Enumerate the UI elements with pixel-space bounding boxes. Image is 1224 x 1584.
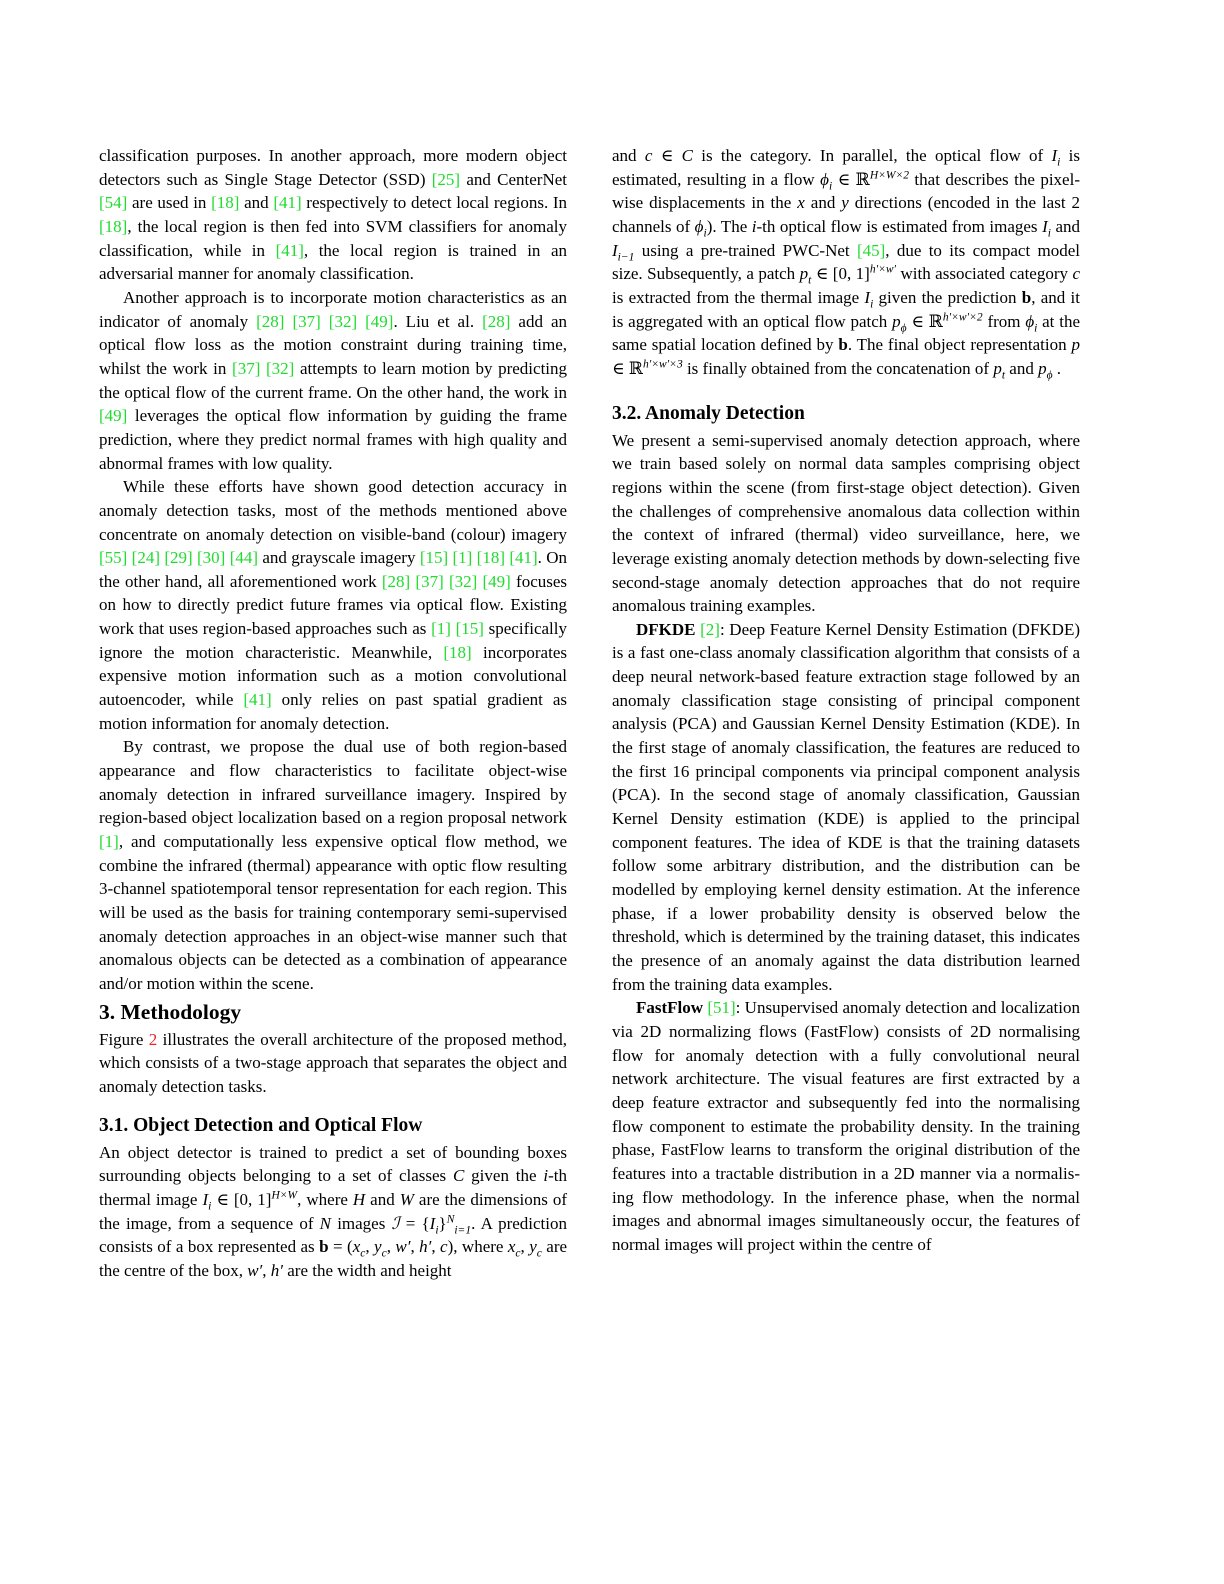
citation-link[interactable]: [1] (452, 548, 473, 568)
paragraph-local-regions: classification purposes. In another approach, more modern object detectors such as Single Stage Detector (SSD) [25] and CenterNet [54] are used in [18] and [41] respectively to detect local regions. In [18], the local region is then fed into SVM classifiers for anomaly classification, while in [41], the local region is trained in an adversarial manner for anomaly classification. (99, 146, 568, 284)
citation-link[interactable]: [28] (256, 311, 285, 331)
citation-link[interactable]: [28] (482, 311, 511, 331)
citation-link[interactable]: [44] (229, 548, 259, 568)
paragraph-optical-flow: and c ∈ C is the category. In parallel, the optical flow of $I_i$ is estimated, resulting in a flow $\phi_i$ ∈ ℝ$^{H\times W\times 2}$ that describes the pixel-wise displacements in the x and y directions (encoded in the last 2 channels of $\phi_i$). The i-th optical flow is estimated from images $I_i$ and $I_{i-1}$ using a pre-trained PWC-Net [45], due to its compact model size. Subsequently, a patch $p_t$ ∈ [0, 1]$^{h'\times w'}$ with associated category c is extracted from the thermal image $I_i$ given the prediction b, and it is aggregated with an optical flow patch $p_\phi$ ∈ ℝ$^{h'\times w'\times 2}$ from $\phi_i$ at the same spatial location defined by b. The final object representation p ∈ ℝ$^{h'\times w'\times 3}$ is finally obtained from the concatenation of $p_t$ and $p_\phi$ . (612, 146, 1081, 382)
citation-link[interactable]: [41] (273, 193, 302, 213)
citation-link[interactable]: [54] (99, 193, 128, 213)
citation-link[interactable]: [41] (509, 548, 538, 568)
paragraph-fastflow: FastFlow [51]: Unsupervised anomaly detection and localization via 2D normalizing flows (FastFlow) consists of 2D normalising flow for anomaly detection with a fully convolutional neural network architecture. The visual features are first extracted by a deep feature extractor and subsequently fed into the normalising flow component to estimate the probability density. In the training phase, FastFlow learns to transform the original distribution of the features into a tractable distribution in a 2D manner via a normalising flow methodology. In the inference phase, when the normal images and abnormal images simultaneously occur, the features of normal images will project within the centre of (612, 998, 1080, 1254)
section-title-methodology: 3. Methodology (99, 999, 242, 1024)
citation-link[interactable]: [32] (328, 311, 358, 331)
citation-link[interactable]: [37] (415, 571, 444, 591)
citation-link[interactable]: [15] (419, 548, 449, 568)
paragraph-architecture-overview: Figure 2 illustrates the overall architecture of the proposed method, which consists of a two-stage approach that separates the object and anomaly detection tasks. (99, 1029, 568, 1096)
citation-link[interactable]: [1] (431, 619, 451, 639)
citation-link[interactable]: [30] (197, 548, 226, 568)
citation-link[interactable]: [2] (700, 619, 720, 639)
paragraph-object-detector: An object detector is trained to predict a set of bounding boxes surrounding objects belonging to a set of classes C given the i-th thermal image $I_i$ ∈ [0, 1]$^{H\times W}$, where H and W are the dimensions of the image, from a sequence of N images ℐ = $\{I_i\}^N_{i=1}$. A prediction consists of a box represented as $b = (x_c$, $y_c$, w′, h′, c), where $x_c$, $y_c$ are the centre of the box, w′, h′ are the width and height (99, 1142, 568, 1280)
citation-link[interactable]: [24] (131, 548, 160, 568)
citation-link[interactable]: [37] (232, 358, 261, 378)
citation-link[interactable]: [51] (707, 998, 736, 1018)
subsection-title-object-detection: 3.1. Object Detection and Optical Flow (99, 1114, 423, 1136)
paragraph-visible-band: While these efforts have shown good detection accuracy in anomaly detection tasks, most of the methods mentioned above concentrate on anomaly detection on visible-band (colour) imagery [55] [24] [29] [30] [44] and grayscale imagery [15] [1] [18] [41]. On the other hand, all aforementioned work [28] [37] [32] [49] focuses on how to directly predict future frames via optical flow. Existing work that uses region-based approaches such as [1] [15] specifically ignore the motion characteristic. Meanwhile, [18] incorporates expensive motion information such as a motion convolutional autoencoder, while [41] only relies on past spatial gradient as motion information for anomaly detection. (99, 477, 568, 733)
left-column (99, 144, 567, 1283)
citation-link[interactable]: [55] (99, 548, 128, 568)
citation-link[interactable]: [18] (99, 216, 128, 236)
citation-link[interactable]: [18] (443, 642, 472, 662)
citation-link[interactable]: [28] (381, 571, 411, 591)
subsection-title-anomaly-detection: 3.2. Anomaly Detection (612, 402, 805, 424)
citation-link[interactable]: [25] (431, 169, 461, 189)
paragraph-motion-characteristics: Another approach is to incorporate motion characteristics as an indicator of anomaly [28] [37] [32] [49]. Liu et al. [28] add an optical flow loss as the motion constraint during training time, whilst the work in [37] [32] attempts to learn motion by predicting the optical flow of the current frame. On the other hand, the work in [49] leverages the optical flow information by guiding the frame prediction, where they predict normal frames with high quality and abnormal frames with low quality. (99, 287, 568, 473)
citation-link[interactable]: [41] (275, 240, 304, 260)
citation-link[interactable]: [32] (266, 358, 295, 378)
citation-link[interactable]: [49] (365, 311, 394, 331)
citation-link[interactable]: [15] (455, 619, 484, 639)
citation-link[interactable]: [49] (482, 571, 511, 591)
right-column (612, 144, 1080, 1257)
figure-reference-link[interactable]: 2 (148, 1029, 158, 1049)
citation-link[interactable]: [32] (448, 571, 478, 591)
citation-link[interactable]: [37] (292, 311, 321, 331)
citation-link[interactable]: [41] (243, 690, 272, 710)
paragraph-proposed-approach: By contrast, we propose the dual use of both region-based appearance and flow characteristics to facilitate object-wise anomaly detection in infrared surveillance imagery. Inspired by region-based object localization based on a region proposal network [1], and computationally less expensive optical flow method, we combine the infrared (thermal) appearance with optic flow resulting 3-channel spatiotemporal tensor representation for each region. This will be used as the basis for training contemporary semi-supervised anomaly detection approaches in an object-wise manner such that anomalous objects can be detected as a combination of appearance and/or motion within the scene. (99, 737, 567, 993)
citation-link[interactable]: [18] (211, 193, 240, 213)
paragraph-semi-supervised: We present a semi-supervised anomaly detection approach, where we train based solely on normal data samples comprising object regions within the scene (from first-stage object detection). Given the challenges of comprehensive anomalous data collection within the context of infrared (thermal) video surveillance, here, we leverage existing anomaly detection methods by down-selecting five second-stage anomaly detection approaches that do not require anomalous training examples. (612, 430, 1080, 616)
citation-link[interactable]: [49] (99, 406, 128, 426)
citation-link[interactable]: [18] (476, 548, 505, 568)
citation-link[interactable]: [29] (164, 548, 193, 568)
citation-link[interactable]: [1] (99, 832, 119, 852)
paragraph-dfkde: DFKDE [2]: Deep Feature Kernel Density Estimation (DFKDE) is a fast one-class anomaly classification algorithm that consists of a deep neural network-based feature extraction stage followed by an anomaly classification stage consisting of principal component analysis (PCA) and Gaussian Kernel Density Estimation (KDE). In the first stage of anomaly classification, the features are reduced to the first 16 principal components via principal component analysis (PCA). In the second stage of anomaly classification, Gaussian Kernel Density estimation (KDE) is applied to the principal component features. The idea of KDE is that the training datasets follow some arbitrary distribution, and the distribution can be modelled by employing kernel density estimation. At the inference phase, if a lower probability density is observed below the threshold, which is determined by the training dataset, this indicates the presence of an anomaly against the data distribution learned from the training data examples. (612, 619, 1081, 994)
citation-link[interactable]: [45] (856, 240, 886, 260)
